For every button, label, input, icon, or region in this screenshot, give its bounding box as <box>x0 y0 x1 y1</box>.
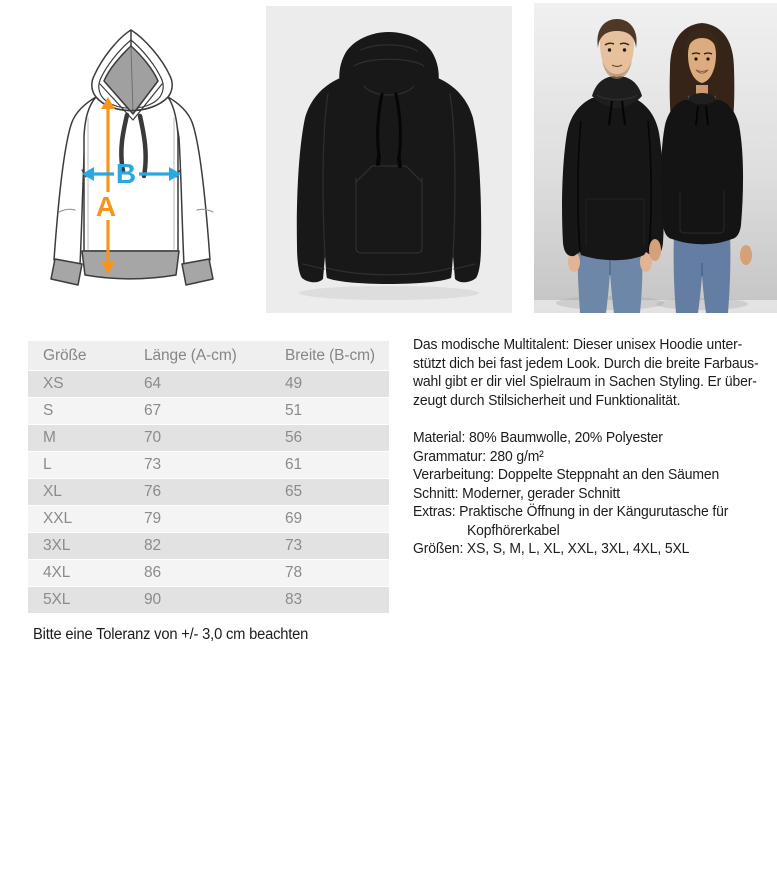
cell-length: 82 <box>129 533 270 560</box>
label-a: A <box>95 191 117 222</box>
cell-length: 70 <box>129 425 270 452</box>
diagram-waistband <box>82 251 179 279</box>
spec-grammatur: Grammatur: 280 g/m² <box>413 447 544 465</box>
cell-size: XXL <box>28 506 129 533</box>
cell-size: XL <box>28 479 129 506</box>
table-row-5xl <box>28 587 389 614</box>
cell-size: 5XL <box>28 587 129 614</box>
cell-width: 49 <box>270 371 389 398</box>
table-row-4xl <box>28 560 389 587</box>
header-width: Breite (B-cm) <box>270 341 389 371</box>
models-photo[interactable] <box>534 3 777 313</box>
cell-length: 73 <box>129 452 270 479</box>
tolerance-note: Bitte eine Toleranz von +/- 3,0 cm beachten <box>33 626 309 643</box>
woman-hoodie <box>661 100 743 244</box>
table-row-xl <box>28 479 389 506</box>
spec-extras: Extras: Praktische Öffnung in der Kängurutasche für <box>413 503 729 520</box>
description-line: stützt dich bei fast jedem Look. Durch die breite Farbaus- <box>413 354 759 372</box>
spec-groessen: Größen: XS, S, M, L, XL, XXL, 3XL, 4XL, 5XL <box>413 540 690 557</box>
size-diagram-image[interactable] <box>26 14 246 310</box>
diagram-right-cuff <box>182 259 213 285</box>
cell-length: 67 <box>129 398 270 425</box>
header-length: Länge (A-cm) <box>129 341 270 371</box>
cell-width: 78 <box>270 560 389 587</box>
cell-length: 79 <box>129 506 270 533</box>
cell-length: 90 <box>129 587 270 614</box>
cell-size: 4XL <box>28 560 129 587</box>
couple-wearing-hoodies-illustration <box>534 3 777 313</box>
cell-length: 86 <box>129 560 270 587</box>
spec-material: Material: 80% Baumwolle, 20% Polyester <box>413 429 663 446</box>
cell-size: XS <box>28 371 129 398</box>
size-table <box>28 341 389 613</box>
cell-width: 51 <box>270 398 389 425</box>
table-row-s <box>28 398 389 425</box>
table-row-l <box>28 452 389 479</box>
header-size: Größe <box>28 341 129 371</box>
description-line: zeugt durch Stilsicherheit und Funktionalität. <box>413 391 681 409</box>
product-description <box>413 336 777 559</box>
spec-schnitt: Schnitt: Moderner, gerader Schnitt <box>413 484 620 502</box>
black-hoodie-front-illustration <box>266 6 512 313</box>
cell-size: M <box>28 425 129 452</box>
size-table-header-row <box>28 341 389 371</box>
cell-size: L <box>28 452 129 479</box>
cell-width: 56 <box>270 425 389 452</box>
cell-size: 3XL <box>28 533 129 560</box>
label-b: B <box>115 158 137 189</box>
table-row-xs <box>28 371 389 398</box>
cell-size: S <box>28 398 129 425</box>
table-row-m <box>28 425 389 452</box>
diagram-left-cuff <box>51 259 82 285</box>
cell-length: 64 <box>129 371 270 398</box>
description-line: Das modische Multitalent: Dieser unisex Hoodie unter- <box>413 336 743 353</box>
product-specs <box>413 429 777 559</box>
table-row-3xl <box>28 533 389 560</box>
product-photo-black-hoodie[interactable] <box>266 6 512 313</box>
cell-width: 65 <box>270 479 389 506</box>
spec-extras-continued: Kopfhörerkabel <box>466 521 560 539</box>
cell-width: 61 <box>270 452 389 479</box>
cell-width: 83 <box>270 587 389 614</box>
cell-width: 69 <box>270 506 389 533</box>
description-line: wahl gibt er dir viel Spielraum in Sachen Styling. Er über- <box>413 373 757 390</box>
cell-width: 73 <box>270 533 389 560</box>
spec-verarbeitung: Verarbeitung: Doppelte Steppnaht an den Säumen <box>413 466 720 483</box>
hoodie-measurement-diagram <box>26 14 246 310</box>
cell-length: 76 <box>129 479 270 506</box>
table-row-xxl <box>28 506 389 533</box>
